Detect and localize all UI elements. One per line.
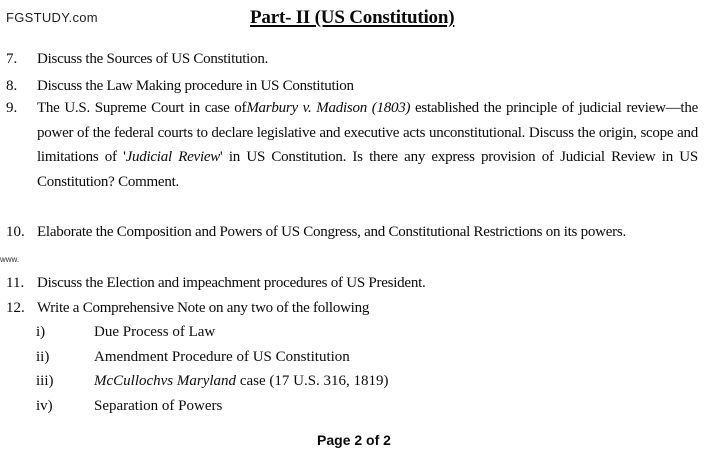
question-number: 7. <box>6 51 18 67</box>
question-text: Elaborate the Composition and Powers of US Congress, and Constitutional Restrictions on its powers. <box>37 224 626 240</box>
question-8 <box>6 74 698 99</box>
question-12 <box>6 296 698 321</box>
question-text: Write a Comprehensive Note on any two of the following <box>37 300 370 316</box>
sub-item-text: case (17 U.S. 316, 1819) <box>236 373 389 389</box>
question-text: Discuss the Sources of US Constitution. <box>37 51 269 67</box>
sub-item-roman: i) <box>36 324 46 340</box>
sub-item-iv <box>36 394 222 419</box>
page-footer: Page 2 of 2 <box>317 432 391 448</box>
sub-item-iii <box>36 369 389 394</box>
question-number: 12. <box>6 300 25 316</box>
question-number: 10. <box>6 224 25 240</box>
question-7 <box>6 47 698 72</box>
question-11 <box>6 271 698 296</box>
sub-item-i <box>36 320 215 345</box>
sub-item-roman: iii) <box>36 373 54 389</box>
question-text-part: ' in US Constitution. Is there any express provision of Judicial Review in US Constitution? Comment. <box>37 149 698 190</box>
question-number: 8. <box>6 78 18 94</box>
question-text: Discuss the Law Making procedure in US Constitution <box>37 78 354 94</box>
case-name: Marbury v. Madison (1803) <box>246 100 411 116</box>
quoted-term: Judicial Review <box>125 149 221 165</box>
question-10 <box>6 220 698 245</box>
question-text-part: The U.S. Supreme Court in case of <box>37 100 247 116</box>
sub-item-ii <box>36 345 350 370</box>
sub-item-roman: iv) <box>36 398 53 414</box>
question-number: 9. <box>6 100 18 116</box>
sub-item-text: Amendment Procedure of US Constitution <box>94 349 350 365</box>
sub-item-text: Due Process of Law <box>94 324 216 340</box>
watermark-site: FGSTUDY.com <box>6 10 98 25</box>
question-number: 11. <box>6 275 25 291</box>
question-text <box>37 96 698 194</box>
question-text: Discuss the Election and impeachment procedures of US President. <box>37 275 426 291</box>
question-9 <box>6 96 698 194</box>
watermark-fragment: www. <box>0 255 20 264</box>
question-text-part: established the principle of judicial review—the power of the federal courts to declare legislative and executive acts unconstitutional. Discuss the origin, scope and limitations of ' <box>37 100 698 165</box>
section-title: Part- II (US Constitution) <box>250 7 455 28</box>
sub-item-roman: ii) <box>36 349 50 365</box>
case-name: McCullochvs Maryland <box>94 373 237 389</box>
sub-item-text: Separation of Powers <box>94 398 223 414</box>
